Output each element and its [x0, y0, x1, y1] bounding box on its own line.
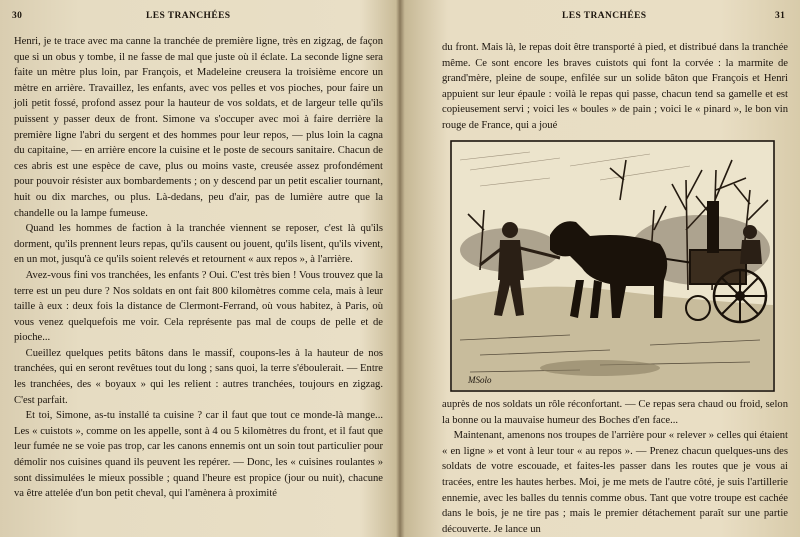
paragraph: du front. Mais là, le repas doit être transporté à pied, et distribué dans la tranchée même. Ce sont encore les braves cuistots qui font la corvée : la marmite de grand'mère, pleine de soupe, enfilée sur un solide bâton que François et Henri appuient sur leur épaule : voilà le repas qui passe, chacun tend sa gamelle et est copieusement servi ; voici les « boules » de pain ; voici le « pinard », le bon vin rouge de France, qui a joué [442, 42, 788, 131]
left-page-text [14, 34, 383, 502]
page-number-right: 31 [775, 11, 786, 21]
right-page [402, 0, 800, 537]
right-page-text-bottom [442, 397, 788, 537]
left-page [0, 0, 398, 537]
paragraph: auprès de nos soldats un rôle réconfortant. — Ce repas sera chaud ou froid, selon la bonne ou la mauvaise humeur des Boches d'en face... [442, 399, 788, 426]
running-head-right: LES TRANCHÉES [562, 11, 647, 21]
illustration-signature: MSolo [468, 375, 492, 385]
field-kitchen-illustration [450, 140, 775, 392]
paragraph: Maintenant, amenons nos troupes de l'arrière pour « relever » celles qui étaient « en ligne » et vont à leur tour « au repos ». — Prenez chacun quelques-uns des soldats de votre escouade, et faites-les passer dans les routes que je vous ai tracées, entre les hautes herbes. Moi, je me mets de l'autre côté, je suis l'artillerie ennemie, avec les balles du tennis comme obus. Tant que votre troupe est cachée dans le bois, je ne tire pas ; mais le premier détachement paraît sur une partie découverte. Je lance un [442, 430, 788, 535]
right-page-text-top [442, 40, 788, 134]
paragraph: Avez-vous fini vos tranchées, les enfants ? Oui. C'est très bien ! Vous trouvez que la terre est un peu dure ? Nos soldats en ont fait 800 kilomètres comme cela, mais à leur taille à eux : deux fois la distance de Clermont-Ferrand, où vous habitez, à Paris, où vous venez quelquefois me voir. Cela représente pas mal de coups de pelle et de pioche... [14, 269, 383, 344]
page-number-left: 30 [12, 11, 23, 21]
paragraph: Et toi, Simone, as-tu installé ta cuisine ? car il faut que tout ce monde-là mange... Les « cuistots », comme on les appelle, sont à 4 ou 5 kilomètres du front, et il faut que leur fumée ne se voie pas trop, car les canons ennemis ont un soin tout particulier pour démolir nos cuisines quand ils peuvent les repérer. — Donc, les « cuisines roulantes » sont dissimulées le mieux possible ; quand l'heure est propice (jour ou nuit), chacune va être attelée d'un bon petit cheval, qui l'amènera à proximité [14, 410, 383, 500]
paragraph: Henri, je te trace avec ma canne la tranchée de première ligne, très en zigzag, de façon que si un obus y tombe, il ne fasse de mal que juste où il éclate. La seconde ligne sera faite un mètre plus loin, par François, et Madeleine creusera la troisième encore un mètre en arrière. Travaillez, les enfants, avec vos pelles et vos pioches, pour faire un joli petit fossé, profond assez pour la hauteur de vos soldats, et de largeur telle qu'ils puissent y passer deux de front. Simone va s'occuper avec moi à faire derrière la première ligne l'abri du sergent et des hommes pour leur repos, — plus loin la cagna du capitaine, — en arrière encore la cuisine et le poste de secours sanitaire. Chacun de ces abris est une espèce de cave, plus ou moins vaste, creusée assez profondément pour pouvoir résister aux bombardements ; on y descend par un petit escalier tournant, huit ou dix marches, ou plus. Là-dedans, peu d'air, pas de lumière autre que la chandelle ou la lampe fumeuse. [14, 36, 383, 219]
paragraph: Quand les hommes de faction à la tranchée viennent se reposer, c'est là qu'ils dorment, qu'ils prennent leurs repas, qu'ils causent ou jouent, qu'ils lisent, qu'ils vivent, en un mot, jusqu'à ce qu'ils soient relevés et retournent « aux repos », à l'arrière. [14, 223, 383, 266]
paragraph: Cueillez quelques petits bâtons dans le massif, coupons-les à la hauteur de nos tranchées, qui en seront revêtues tout du long ; sans quoi, la terre s'éboulerait. — Entre les tranchées, des « boyaux » qui les relient : autres tranchées, toujours en zigzag. C'est parfait. [14, 347, 383, 406]
running-head-left: LES TRANCHÉES [146, 11, 231, 21]
